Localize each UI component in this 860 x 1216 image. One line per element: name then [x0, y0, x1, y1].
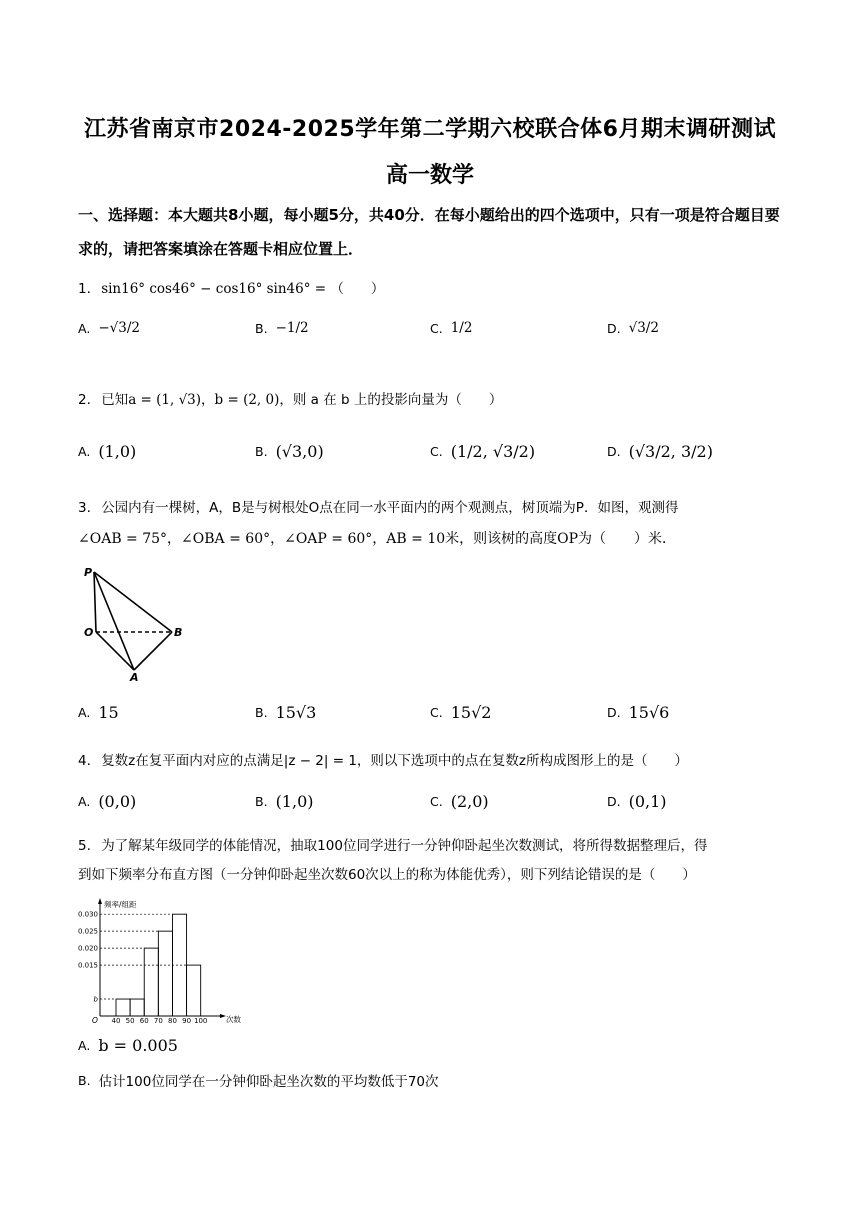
- frequency-histogram: [74, 896, 244, 1024]
- point-label-p: P: [84, 566, 93, 579]
- question-1-stem: [78, 277, 384, 297]
- question-2-option-d: [607, 442, 713, 461]
- edge-oa: [96, 632, 134, 670]
- x-axis-label: 次数: [226, 1015, 241, 1024]
- question-3-stem-line-1: [78, 496, 678, 516]
- question-1-option-d: [607, 320, 659, 336]
- question-5-option-b: [78, 1070, 439, 1090]
- option-value: (0,1): [628, 792, 667, 811]
- question-text: 公园内有一棵树，A，B是与树根处O点在同一水平面内的两个观测点，树顶端为P．如图，观测得: [101, 500, 679, 516]
- option-label: A.: [78, 705, 91, 720]
- question-3-option-b: [255, 703, 316, 722]
- question-4-option-b: [255, 792, 314, 811]
- origin-label: O: [92, 1016, 98, 1024]
- question-text: 复数z在复平面内对应的点满足|z − 2| = 1，则以下选项中的点在复数z所构成图形上的是（ ）: [101, 753, 689, 769]
- option-label: A.: [78, 794, 91, 809]
- question-text-prefix: 已知: [101, 392, 129, 408]
- option-value: (√3,0): [275, 442, 324, 461]
- edge-po: [94, 572, 96, 632]
- x-tick-label: 90: [182, 1017, 192, 1024]
- option-label: B.: [255, 705, 268, 720]
- option-value: (√3/2, 3/2): [628, 442, 713, 461]
- option-label: D.: [607, 320, 621, 336]
- option-value: (2,0): [450, 792, 489, 811]
- option-value: 估计100位同学在一分钟仰卧起坐次数的平均数低于70次: [98, 1074, 439, 1090]
- option-value: 15√2: [450, 703, 492, 722]
- option-label: C.: [430, 444, 443, 459]
- question-3-option-d: [607, 703, 669, 722]
- question-5-option-a: [78, 1036, 178, 1055]
- option-label: C.: [430, 705, 443, 720]
- vector-a-definition: a = (1, √3): [128, 392, 202, 408]
- histogram-bar: [130, 999, 144, 1016]
- y-tick-label: 0.025: [77, 927, 98, 936]
- option-value: 15: [98, 703, 119, 722]
- question-3-stem-line-2: ∠OAB = 75°，∠OBA = 60°，∠OAP = 60°，AB = 10米，则该树的高度OP为（ ）米．: [78, 531, 677, 547]
- question-2-option-a: [78, 442, 136, 461]
- question-3-option-c: [430, 703, 491, 722]
- option-label: C.: [430, 794, 443, 809]
- histogram-bar: [187, 965, 201, 1016]
- question-2-option-c: [430, 442, 535, 461]
- option-value: 15√6: [628, 703, 670, 722]
- question-1-option-b: [255, 320, 309, 336]
- question-1-option-a: [78, 320, 140, 336]
- option-label: A.: [78, 320, 91, 336]
- option-label: D.: [607, 794, 621, 809]
- exam-subtitle: 高一数学: [385, 163, 474, 188]
- option-label: A.: [78, 1038, 91, 1053]
- question-1-option-c: [430, 320, 472, 336]
- point-label-o: O: [84, 626, 94, 639]
- histogram-bar: [144, 948, 158, 1016]
- histogram-bar: [116, 999, 130, 1016]
- x-tick-label: 100: [193, 1017, 208, 1024]
- question-2-stem: 2. 已知a = (1, √3)，b = (2, 0)，则 a 在 b 上的投影向量为（ ）: [78, 392, 503, 408]
- question-number: 4.: [78, 753, 91, 769]
- option-label: D.: [607, 705, 621, 720]
- question-number: 5.: [78, 838, 91, 854]
- y-tick-label: b: [93, 995, 98, 1004]
- vector-b-definition: b = (2, 0): [214, 392, 280, 408]
- y-axis-label: 频率/组距: [104, 900, 137, 909]
- x-tick-label: 50: [125, 1017, 135, 1024]
- x-tick-label: 70: [153, 1017, 163, 1024]
- y-tick-label: 0.020: [77, 944, 98, 953]
- option-label: D.: [607, 444, 621, 459]
- question-5-stem-line-1: [78, 834, 707, 854]
- question-4-option-c: [430, 792, 489, 811]
- exam-title: 江苏省南京市2024-2025学年第二学期六校联合体6月期末调研测试: [84, 117, 776, 142]
- section-heading: 一、选择题：本大题共8小题，每小题5分，共40分．在每小题给出的四个选项中，只有一项是符合题目要求的，请把答案填涂在答题卡相应位置上．: [78, 206, 780, 258]
- question-4-option-a: [78, 792, 136, 811]
- option-value: 1/2: [450, 320, 473, 336]
- question-number: 2.: [78, 392, 91, 408]
- option-value: b = 0.005: [98, 1036, 178, 1055]
- point-label-a: A: [130, 671, 139, 682]
- option-value: √3/2: [628, 320, 659, 336]
- question-3-option-a: [78, 703, 119, 722]
- question-text: sin16° cos46° − cos16° sin46° = （ ）: [101, 281, 385, 297]
- option-value: (1/2, √3/2): [450, 442, 536, 461]
- y-tick-label: 0.030: [77, 910, 98, 919]
- option-label: B.: [255, 320, 268, 336]
- histogram-bar: [158, 931, 172, 1016]
- edge-ab: [134, 632, 172, 670]
- histogram-guides: [100, 914, 187, 999]
- x-tick-label: 80: [167, 1017, 177, 1024]
- y-tick-label: 0.015: [77, 961, 98, 970]
- question-text-suffix: ，则 a 在 b 上的投影向量为（ ）: [279, 392, 503, 408]
- question-text: 为了解某年级同学的体能情况，抽取100位同学进行一分钟仰卧起坐次数测试，将所得数据整理后，得: [101, 838, 708, 854]
- option-value: (0,0): [98, 792, 137, 811]
- option-label: B.: [78, 1072, 91, 1088]
- question-number: 3.: [78, 500, 91, 516]
- option-value: (1,0): [275, 792, 314, 811]
- tree-observation-figure: [78, 562, 188, 682]
- x-tick-label: 60: [139, 1017, 149, 1024]
- option-value: 15√3: [275, 703, 317, 722]
- question-4-option-d: [607, 792, 667, 811]
- point-label-b: B: [174, 626, 183, 639]
- option-value: −1/2: [275, 320, 309, 336]
- question-4-stem: [78, 749, 688, 769]
- x-tick-label: 40: [111, 1017, 121, 1024]
- question-number: 1.: [78, 281, 91, 297]
- option-label: B.: [255, 444, 268, 459]
- option-value: (1,0): [98, 442, 137, 461]
- option-label: A.: [78, 444, 91, 459]
- question-5-stem-line-2: 到如下频率分布直方图（一分钟仰卧起坐次数60次以上的称为体能优秀），则下列结论错误的是（ ）: [78, 867, 696, 883]
- option-label: B.: [255, 794, 268, 809]
- histogram-y-ticks: [78, 911, 99, 1004]
- histogram-x-ticks: [112, 1017, 208, 1024]
- option-value: −√3/2: [98, 320, 140, 336]
- y-axis-arrow: [98, 898, 102, 904]
- question-2-option-b: [255, 442, 324, 461]
- option-label: C.: [430, 320, 443, 336]
